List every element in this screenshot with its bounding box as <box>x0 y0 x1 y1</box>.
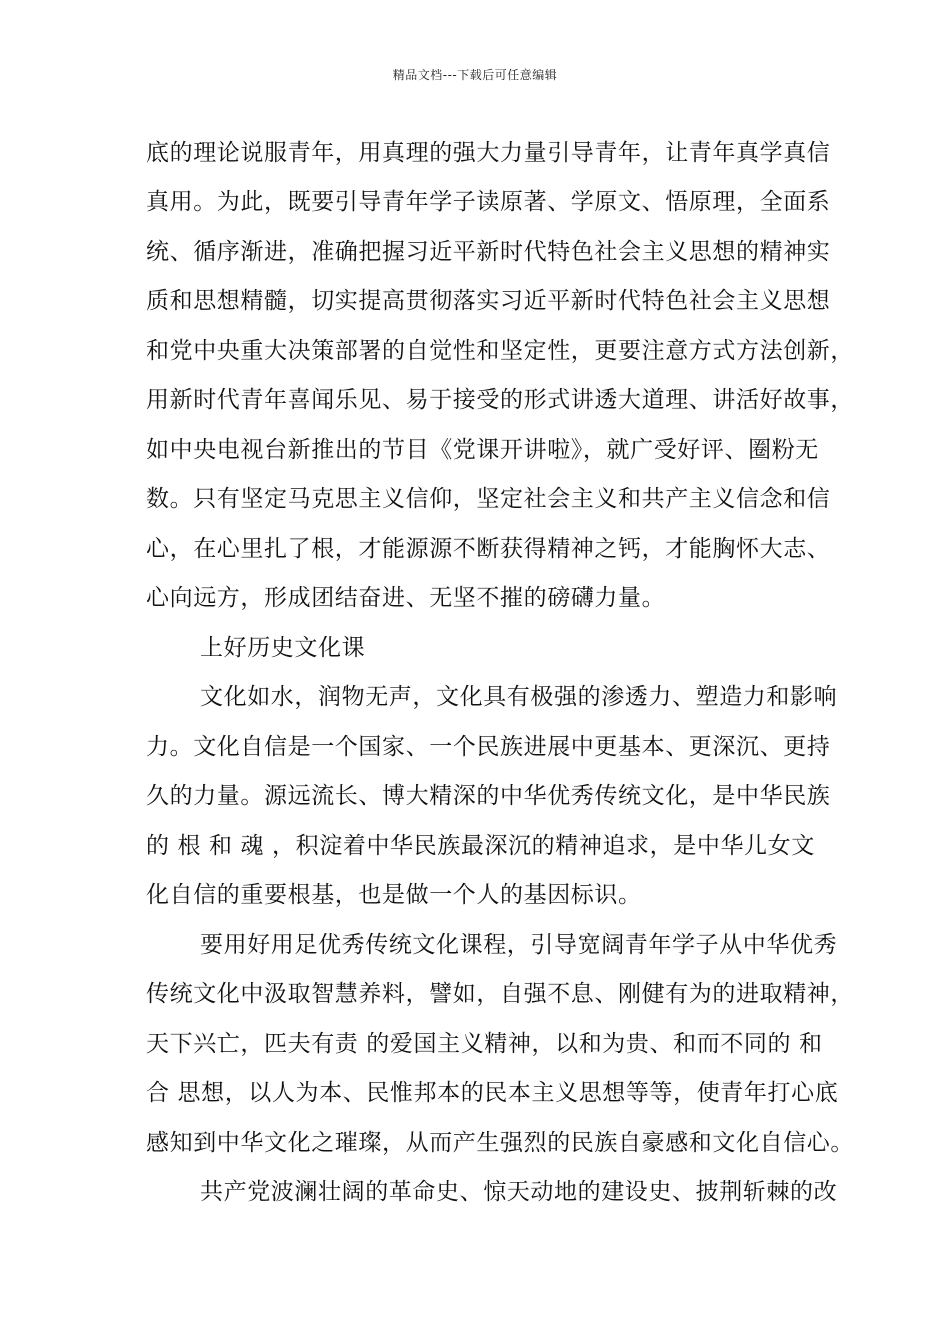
body-line: 统、循序渐进，准确把握习近平新时代特色社会主义思想的精神实 <box>146 239 831 265</box>
body-line: 底的理论说服青年，用真理的强大力量引导青年，让青年真学真信 <box>146 140 831 166</box>
body-line: 文化如水，润物无声，文化具有极强的渗透力、塑造力和影响 <box>200 684 838 710</box>
body-line: 数。只有坚定马克思主义信仰，坚定社会主义和共产主义信念和信 <box>146 486 831 512</box>
body-line: 合 思想，以人为本、民惟邦本的民本主义思想等等，使青年打心底 <box>146 1080 839 1106</box>
page-header: 精品文档---下载后可任意编辑 <box>392 68 558 82</box>
body-line: 如中央电视台新推出的节目《党课开讲啦》，就广受好评、圈粉无 <box>146 437 819 463</box>
body-line: 要用好用足优秀传统文化课程，引导宽阔青年学子从中华优秀 <box>200 932 838 958</box>
body-line: 传统文化中汲取智慧养料，譬如，自强不息、刚健有为的进取精神， <box>146 981 854 1007</box>
body-line: 久的力量。源远流长、博大精深的中华优秀传统文化，是中华民族 <box>146 783 831 809</box>
body-line: 共产党波澜壮阔的革命史、惊天动地的建设史、披荆斩棘的改 <box>200 1179 838 1205</box>
body-line: 和党中央重大决策部署的自觉性和坚定性，更要注意方式方法创新， <box>146 338 854 364</box>
body-line: 用新时代青年喜闻乐见、易于接受的形式讲透大道理、讲活好故事， <box>146 387 854 413</box>
body-line: 质和思想精髓，切实提高贯彻落实习近平新时代特色社会主义思想 <box>146 288 831 314</box>
body-line: 心，在心里扎了根，才能源源不断获得精神之钙，才能胸怀大志、 <box>146 536 831 562</box>
body-line: 心向远方，形成团结奋进、无坚不摧的磅礴力量。 <box>146 585 666 611</box>
section-heading: 上好历史文化课 <box>200 635 366 661</box>
body-line: 力。文化自信是一个国家、一个民族进展中更基本、更深沉、更持 <box>146 734 831 760</box>
body-line: 感知到中华文化之璀璨，从而产生强烈的民族自豪感和文化自信心。 <box>146 1130 854 1156</box>
body-line: 天下兴亡，匹夫有责 的爱国主义精神，以和为贵、和而不同的 和 <box>146 1031 823 1057</box>
body-line: 化自信的重要根基，也是做一个人的基因标识。 <box>146 882 642 908</box>
body-line: 真用。为此，既要引导青年学子读原著、学原文、悟原理，全面系 <box>146 189 831 215</box>
body-line: 的 根 和 魂 ，积淀着中华民族最深沉的精神追求，是中华儿女文 <box>146 833 815 859</box>
